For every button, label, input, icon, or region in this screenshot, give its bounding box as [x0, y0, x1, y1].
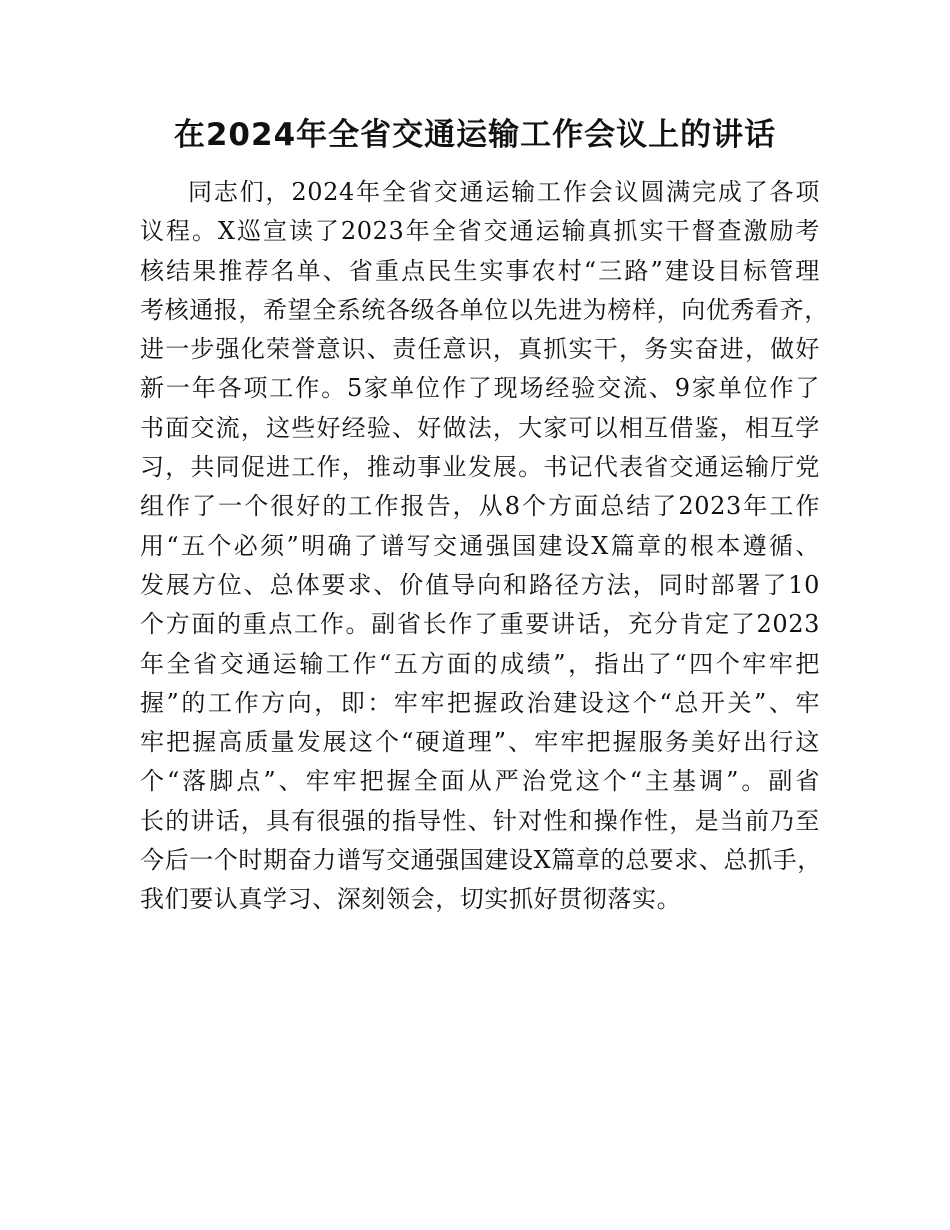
- paragraph-line: 议程。X巡宣读了2023年全省交通运输真抓实干督查激励考: [140, 217, 820, 246]
- paragraph-line: 个方面的重点工作。副省长作了重要讲话，充分肯定了2023: [140, 610, 820, 639]
- paragraph-line: 握”的工作方向，即：牢牢把握政治建设这个“总开关”、牢: [140, 688, 820, 717]
- paragraph-line: 长的讲话，具有很强的指导性、针对性和操作性，是当前乃至: [140, 806, 820, 835]
- paragraph-line: 进一步强化荣誉意识、责任意识，真抓实干，务实奋进，做好: [140, 335, 820, 364]
- paragraph-line: 我们要认真学习、深刻领会，切实抓好贯彻落实。: [140, 885, 682, 914]
- paragraph-line: 考核通报，希望全系统各级各单位以先进为榜样，向优秀看齐，: [140, 295, 829, 324]
- paragraph-line: 书面交流，这些好经验、好做法，大家可以相互借鉴，相互学: [140, 413, 820, 442]
- paragraph-line: 年全省交通运输工作“五方面的成绩”，指出了“四个牢牢把: [140, 649, 820, 678]
- paragraph-line: 习，共同促进工作，推动事业发展。书记代表省交通运输厅党: [140, 453, 820, 482]
- paragraph-line: 核结果推荐名单、省重点民生实事农村“三路”建设目标管理: [140, 256, 820, 285]
- paragraph-line: 发展方位、总体要求、价值导向和路径方法，同时部署了10: [140, 570, 820, 599]
- paragraph-line: 今后一个时期奋力谱写交通强国建设X篇章的总要求、总抓手，: [140, 846, 822, 875]
- paragraph-line: 新一年各项工作。5家单位作了现场经验交流、9家单位作了: [140, 374, 820, 403]
- paragraph-line: 个“落脚点”、牢牢把握全面从严治党这个“主基调”。副省: [140, 767, 820, 796]
- paragraph-line: 牢把握高质量发展这个“硬道理”、牢牢把握服务美好出行这: [140, 728, 820, 757]
- paragraph-line: 组作了一个很好的工作报告，从8个方面总结了2023年工作: [140, 492, 820, 521]
- document-title: 在2024年全省交通运输工作会议上的讲话: [173, 117, 777, 153]
- speech-paragraph: [140, 173, 829, 920]
- paragraph-line: 用“五个必须”明确了谱写交通强国建设X篇章的根本遵循、: [140, 531, 820, 560]
- paragraph-line: 同志们，2024年全省交通运输工作会议圆满完成了各项: [188, 178, 820, 206]
